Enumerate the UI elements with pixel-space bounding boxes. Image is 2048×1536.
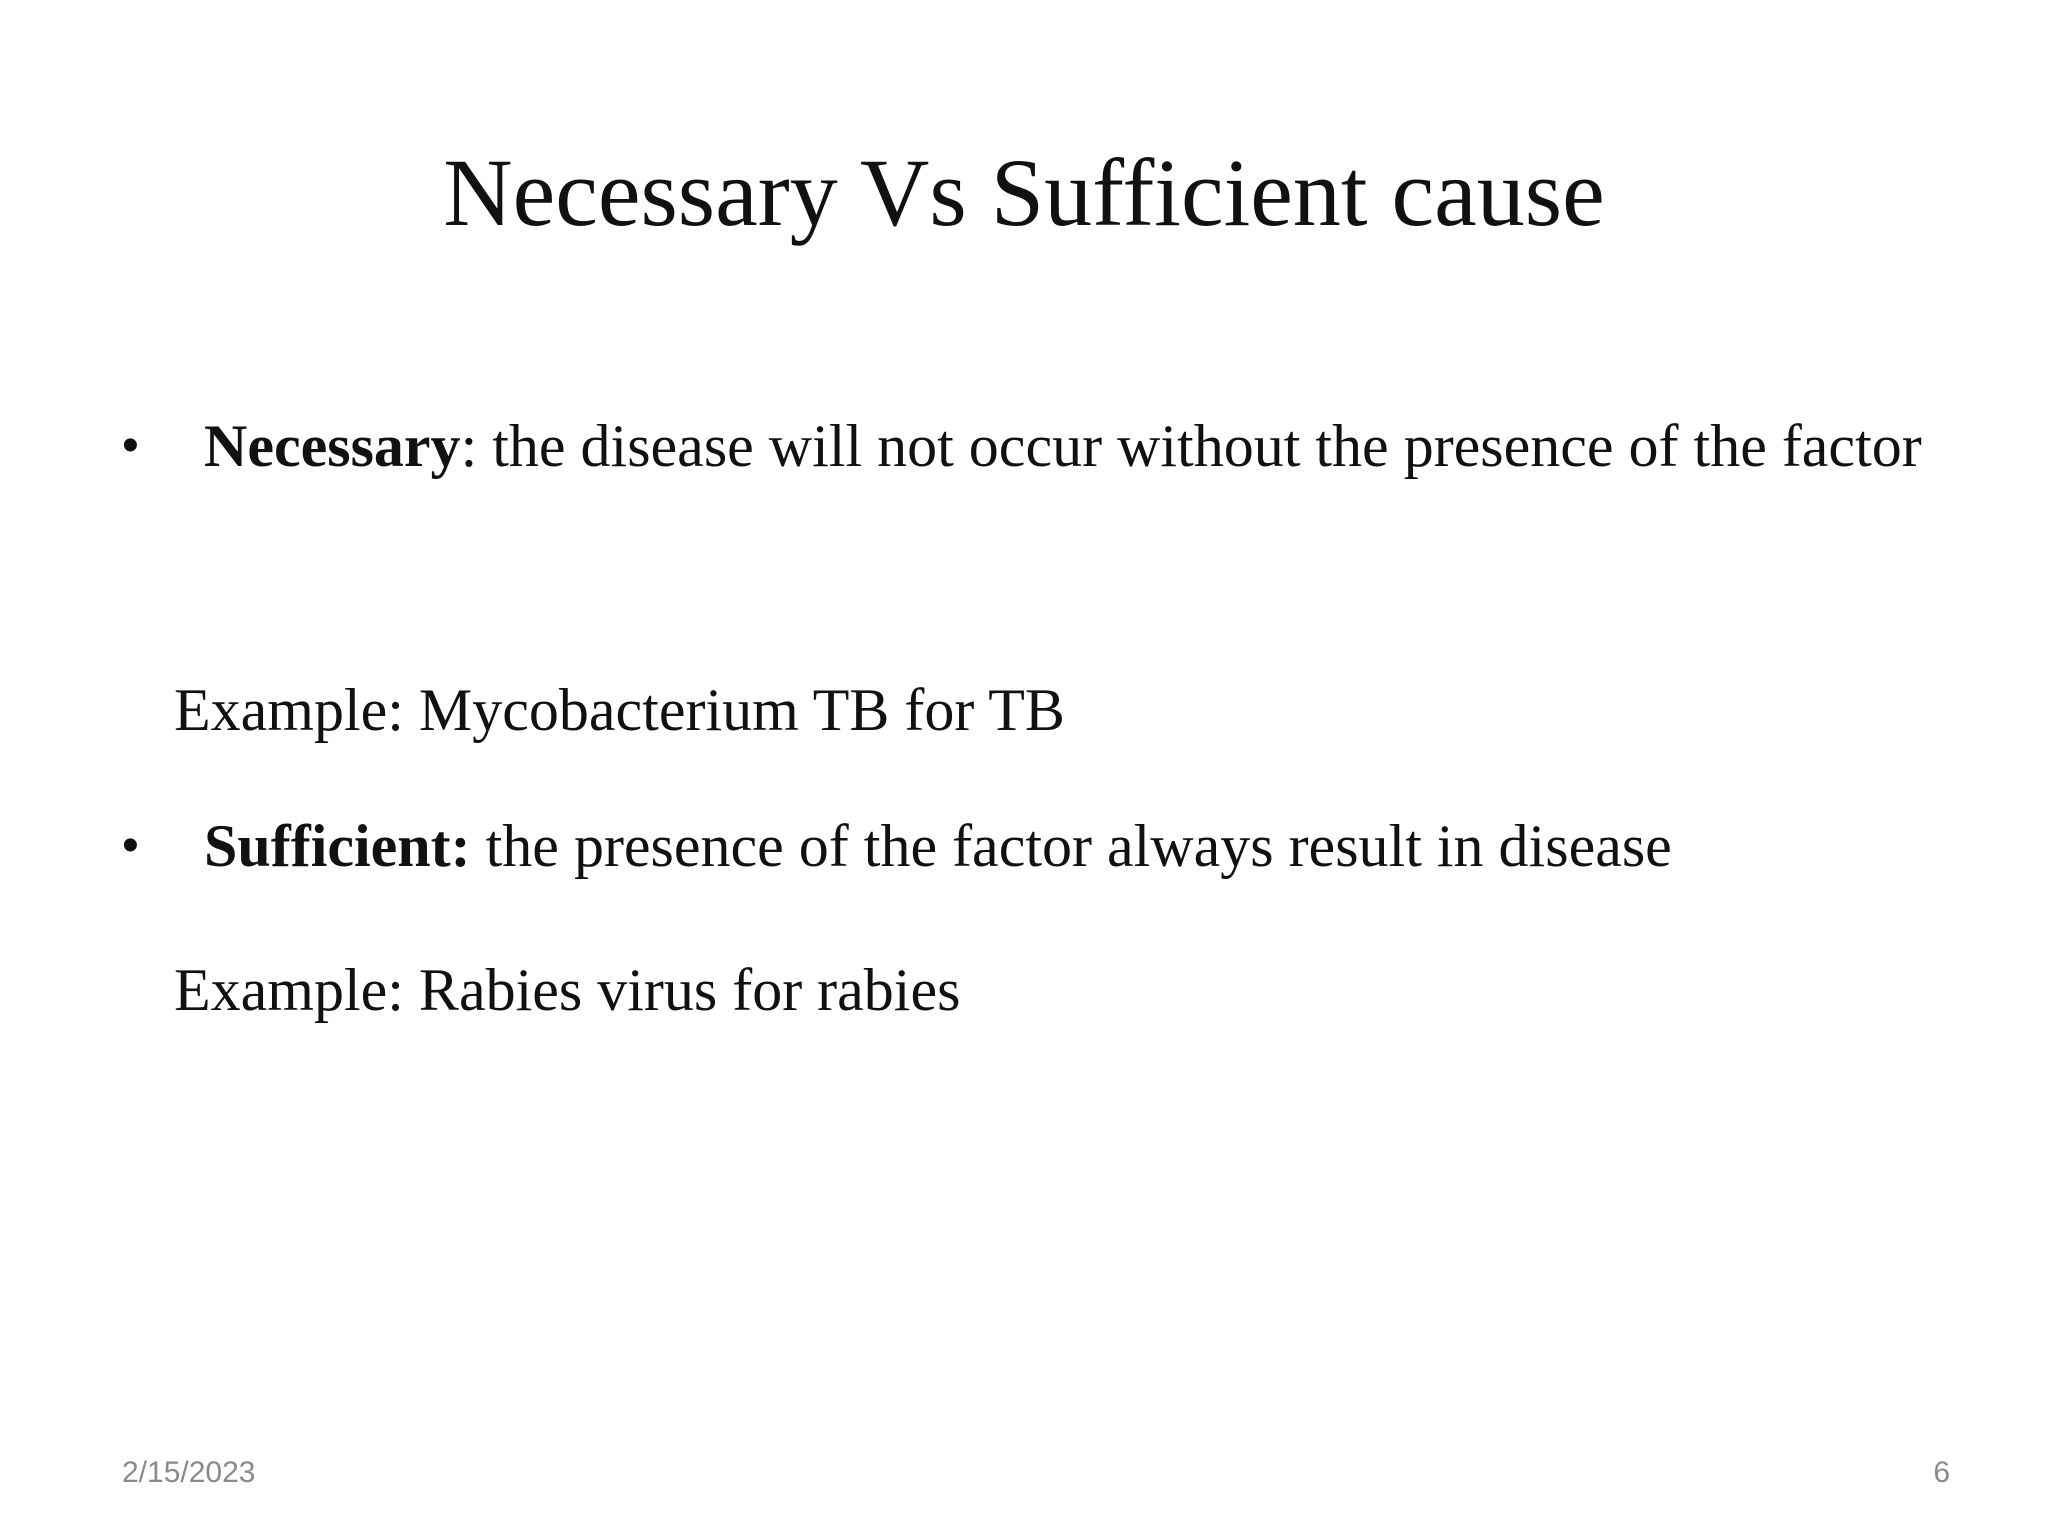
bullet-term-sufficient: Sufficient: xyxy=(204,813,471,879)
footer-date: 2/15/2023 xyxy=(122,1456,256,1489)
example-necessary: Example: Mycobacterium TB for TB xyxy=(174,677,1065,743)
bullet-icon: • xyxy=(122,819,139,872)
bullet-necessary xyxy=(122,385,1942,507)
bullet-icon: • xyxy=(122,419,139,472)
bullet-term-necessary: Necessary xyxy=(204,413,461,479)
footer-page-number: 6 xyxy=(1933,1456,1950,1489)
slide-title: Necessary Vs Sufficient cause xyxy=(443,139,1605,246)
bullet-text-necessary xyxy=(204,385,1942,507)
bullet-definition-sufficient: the presence of the factor always result in disease xyxy=(470,813,1672,879)
bullet-separator-necessary: : xyxy=(460,413,478,479)
example-sufficient: Example: Rabies virus for rabies xyxy=(174,957,961,1023)
bullet-sufficient xyxy=(122,785,1942,907)
bullet-definition-necessary: the disease will not occur without the presence of the factor xyxy=(477,413,1922,479)
bullet-text-sufficient xyxy=(204,785,1942,907)
